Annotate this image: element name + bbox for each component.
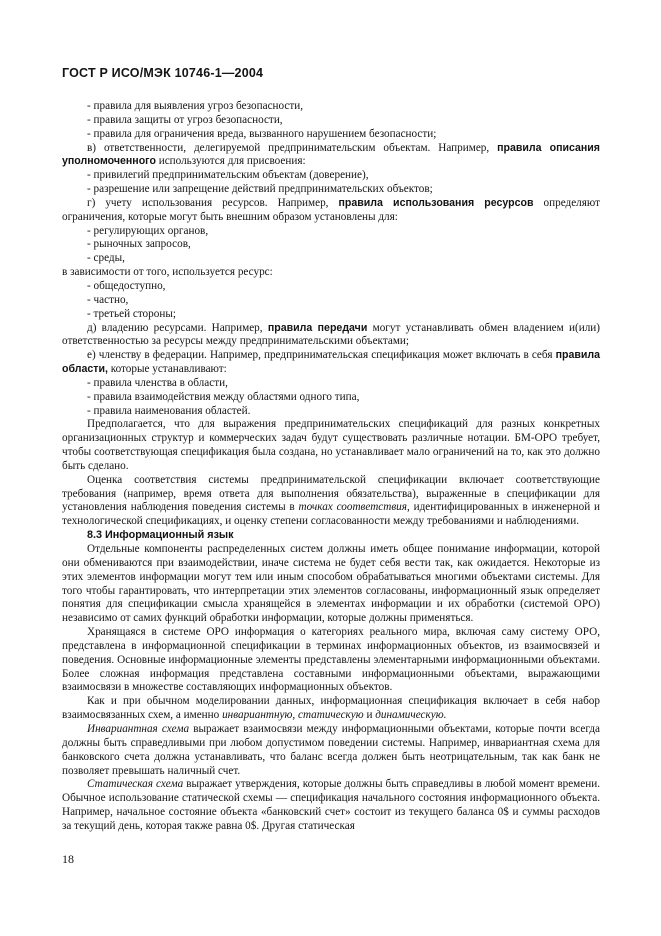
bold-term: правила передачи <box>267 321 368 334</box>
text-run: выражает утверждения, которые должны быть справедливы в любой момент времени. Обычное использование статической схемы — спецификация начального состояния информационного объекта. Например, начальное состояние объекта «банковский счет» состоит из текущего баланса 0$ и суммы расходов за текущий день, которая также равна 0$. Другая статическая <box>62 778 600 832</box>
paragraph <box>62 349 600 377</box>
paragraph <box>62 142 600 170</box>
text-run: - среды, <box>87 252 125 265</box>
text-run: - частно, <box>87 293 129 306</box>
text-run: - регулирующих органов, <box>87 224 209 237</box>
paragraph <box>62 778 600 833</box>
text-run: - правила взаимодействия между областями одного типа, <box>87 390 360 403</box>
text-run: е) членству в федерации. Например, предпринимательская спецификация может включать в себя <box>87 349 556 362</box>
list-item <box>62 405 600 419</box>
italic-term: Статическая схема <box>87 778 184 791</box>
text-run: Предполагается, что для выражения предпринимательских спецификаций для разных конкретных организационных структур и коммерческих задач будут существовать различные нотации. БМ-ОРО требует, чтобы соответствующая спецификация была создана, но устанавливает мало ограничений на то, как это должно быть сделано. <box>62 418 600 472</box>
text-run: - правила для выявления угроз безопасности, <box>87 100 304 112</box>
text-run: 8.3 Информационный язык <box>87 529 234 542</box>
text-run: - общедоступно, <box>87 279 166 292</box>
document-body <box>62 100 600 834</box>
text-run: могут устанавливать обмен владением и(или) ответственностью за ресурсы между предпринимательскими объектами; <box>62 321 600 348</box>
bold-term: правила использования ресурсов <box>338 196 534 209</box>
bold-term: правила описания уполномоченного <box>62 141 600 168</box>
text-run: - правила членства в области, <box>87 376 228 389</box>
list-item <box>62 225 600 239</box>
page-number: 18 <box>62 852 74 866</box>
italic-term: Инвариантная схема <box>87 722 190 735</box>
text-run: - правила наименования областей. <box>87 404 251 417</box>
text-run: в) ответственности, делегируемой предпринимательским объектам. Например, <box>87 141 498 154</box>
text-run: выражает взаимосвязи между информационными объектами, которые почти всегда должны быть справедливыми при любом допустимом поведении системы. Например, инвариантная схема для банковского счета должна устанавливать, что баланс всегда должен быть неотрицательным, так как банк не позволяет превышать наличный счет. <box>62 722 601 777</box>
text-run: - третьей стороны; <box>87 307 176 320</box>
list-item <box>62 128 600 142</box>
text-run: используются для присвоения: <box>155 155 306 168</box>
text-run: д) владению ресурсами. Например, <box>87 321 268 334</box>
list-item <box>62 114 600 128</box>
italic-term: точках соответствия <box>298 501 407 514</box>
list-item <box>62 280 600 294</box>
italic-term: динамическую. <box>375 709 447 722</box>
paragraph <box>62 197 600 225</box>
text-run: Отдельные компоненты распределенных систем должны иметь общее понимание информации, которой они обмениваются при взаимодействии, иначе система не будет себя вести так, как ожидается. Некоторые из этих элементов информации могут тем или иным способом обрабатываться многими объектами системы. Для того чтобы гарантировать, что интерпретации этих элементов согласованы, информационный язык определяет понятия для спецификации смысла хранящейся в элементах информации и их обработки (системой ОРО) независимо от самих функций обработки информации, которые должны применяться. <box>62 543 600 625</box>
text-run: - разрешение или запрещение действий предпринимательских объектов; <box>87 183 433 196</box>
document-header: ГОСТ Р ИСО/МЭК 10746-1—2004 <box>62 66 264 80</box>
list-item <box>62 377 600 391</box>
text-run: Как и при обычном моделировании данных, информационная спецификация включает в себя набор взаимосвязанных схем, а именно <box>62 695 600 722</box>
text-run: Хранящаяся в системе ОРО информация о категориях реального мира, включая саму систему ОРО, представлена в информационной спецификации в терминах информационных объектов, из взаимосвязей и поведения. Основные информационные элементы представлены элементарными информационными объектами. Более сложная информация представлена составными информационными объектами, выражающими взаимосвязи в множестве составляющих информационных объектов. <box>62 626 600 694</box>
text-run: которые устанавливают: <box>107 363 227 376</box>
bold-term: правила области, <box>62 349 600 376</box>
list-item <box>62 183 600 197</box>
text-run: - рыночных запросов, <box>87 238 191 251</box>
list-item <box>62 252 600 266</box>
text-run: определяют ограничения, которые могут быть внешним образом установлены для: <box>62 196 600 223</box>
text-run: и <box>363 709 376 722</box>
paragraph <box>62 322 600 350</box>
text-run: - правила защиты от угроз безопасности, <box>87 113 283 126</box>
text-run: г) учету использования ресурсов. Например, <box>87 196 339 209</box>
text-run: в зависимости от того, используется ресурс: <box>62 266 273 279</box>
list-item <box>62 294 600 308</box>
paragraph <box>62 723 600 778</box>
paragraph <box>62 418 600 473</box>
list-item <box>62 391 600 405</box>
paragraph <box>62 695 600 723</box>
text-run: - привилегий предпринимательским объектам (доверение), <box>87 169 369 182</box>
text-run: - правила для ограничения вреда, вызванного нарушением безопасности; <box>87 127 437 140</box>
paragraph <box>62 266 600 280</box>
list-item <box>62 100 600 114</box>
paragraph <box>62 474 600 529</box>
italic-term: инвариантную, статическую <box>222 709 364 722</box>
text-run: Оценка соответствия системы предпринимательской спецификации включает соответствующие требования (например, время ответа для выполнения обязательства), выраженные в спецификации для установления наблюдения поведения системы в <box>62 473 600 514</box>
list-item <box>62 238 600 252</box>
paragraph <box>62 543 600 626</box>
paragraph <box>62 626 600 695</box>
list-item <box>62 308 600 322</box>
section-heading <box>62 529 600 543</box>
text-run: , идентифицированных в инженерной и технологической спецификациях, и оценку степени согласованности между требованиями и наблюдениями. <box>62 501 601 528</box>
list-item <box>62 169 600 183</box>
